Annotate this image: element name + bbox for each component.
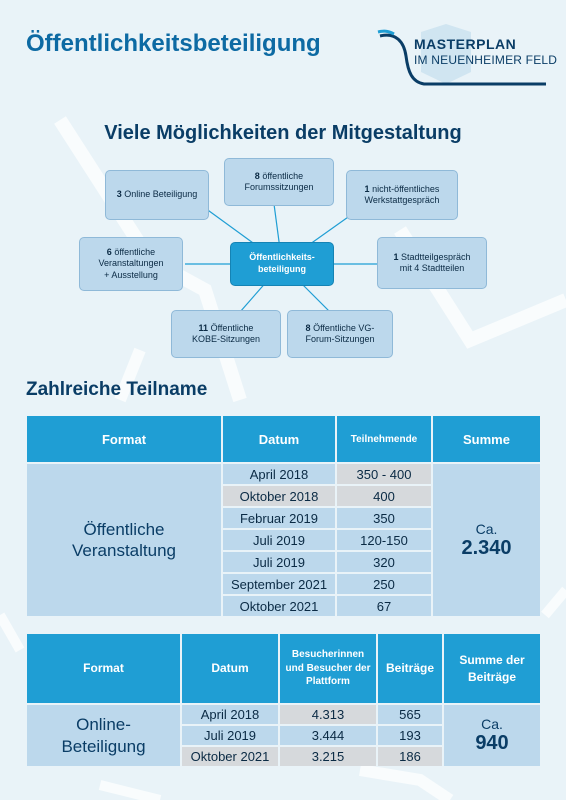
node-forumssitzungen: 8 öffentliche Forumssitzungen	[224, 158, 334, 206]
node-stadtteilgespraech: 1 Stadtteilgespräch mit 4 Stadtteilen	[377, 237, 487, 289]
header-datum: Datum	[182, 634, 278, 703]
datum-cell: Oktober 2021	[182, 747, 278, 766]
table-header-row	[27, 416, 540, 462]
header-datum: Datum	[223, 416, 335, 462]
participation-diagram	[0, 150, 566, 365]
header-format: Format	[27, 416, 221, 462]
beitraege-cell: 186	[378, 747, 442, 766]
datum-cell: April 2018	[182, 705, 278, 724]
datum-cell: September 2021	[223, 574, 335, 594]
table-online-beteiligung	[25, 632, 542, 768]
table-row	[27, 464, 540, 484]
header-teilnehmende: Teilnehmende	[337, 416, 431, 462]
section-title-mitgestaltung: Viele Möglichkeiten der Mitgestaltung	[104, 122, 462, 144]
format-cell: Online-Beteiligung	[27, 705, 180, 766]
sum-prefix: Ca.	[475, 520, 498, 537]
sum-cell	[444, 705, 540, 766]
header-summe-beitraege: Summe der Beiträge	[444, 634, 540, 703]
format-cell: Öffentliche Veranstaltung	[27, 464, 221, 616]
value-cell: 120-150	[337, 530, 431, 550]
beitraege-cell: 565	[378, 705, 442, 724]
besucher-cell: 3.215	[280, 747, 376, 766]
datum-cell: April 2018	[223, 464, 335, 484]
value-cell: 350	[337, 508, 431, 528]
sum-value: 2.340	[461, 536, 512, 559]
beitraege-cell: 193	[378, 726, 442, 745]
node-kobe-sitzungen: 11 Öffentliche KOBE-Sitzungen	[171, 310, 281, 358]
header-besucher: Besucherinnen und Besucher der Plattform	[280, 634, 376, 703]
node-online-beteiligung: 3 Online Beteiligung	[105, 170, 209, 220]
sum-prefix: Ca.	[481, 716, 503, 732]
datum-cell: Oktober 2021	[223, 596, 335, 616]
value-cell: 250	[337, 574, 431, 594]
sum-cell	[433, 464, 540, 616]
node-werkstattgespraech: 1 nicht-öffentliches Werkstattgespräch	[346, 170, 458, 220]
besucher-cell: 3.444	[280, 726, 376, 745]
datum-cell: Juli 2019	[223, 552, 335, 572]
datum-cell: Juli 2019	[223, 530, 335, 550]
value-cell: 320	[337, 552, 431, 572]
header-summe: Summe	[433, 416, 540, 462]
logo-text-subtitle: IM NEUENHEIMER FELD	[414, 53, 558, 67]
besucher-cell: 4.313	[280, 705, 376, 724]
sum-value: 940	[475, 732, 509, 754]
page-title: Öffentlichkeitsbeteiligung	[26, 30, 321, 57]
datum-cell: Juli 2019	[182, 726, 278, 745]
value-cell: 400	[337, 486, 431, 506]
value-cell: 67	[337, 596, 431, 616]
section-title-teilname: Zahlreiche Teilname	[26, 379, 208, 400]
header-format: Format	[27, 634, 180, 703]
datum-cell: Februar 2019	[223, 508, 335, 528]
table-veranstaltungen	[25, 414, 542, 618]
node-vg-forum-sitzungen: 8 Öffentliche VG- Forum-Sitzungen	[287, 310, 393, 358]
header-beitraege: Beiträge	[378, 634, 442, 703]
table-row	[27, 705, 540, 724]
datum-cell: Oktober 2018	[223, 486, 335, 506]
value-cell: 350 - 400	[337, 464, 431, 484]
node-center-oeffentlichkeitsbeteiligung: Öffentlichkeits- beteiligung	[230, 242, 334, 286]
table-header-row	[27, 634, 540, 703]
logo-text-masterplan: MASTERPLAN	[414, 36, 517, 52]
node-veranstaltungen: 6 öffentliche Veranstaltungen + Ausstellung	[79, 237, 183, 291]
